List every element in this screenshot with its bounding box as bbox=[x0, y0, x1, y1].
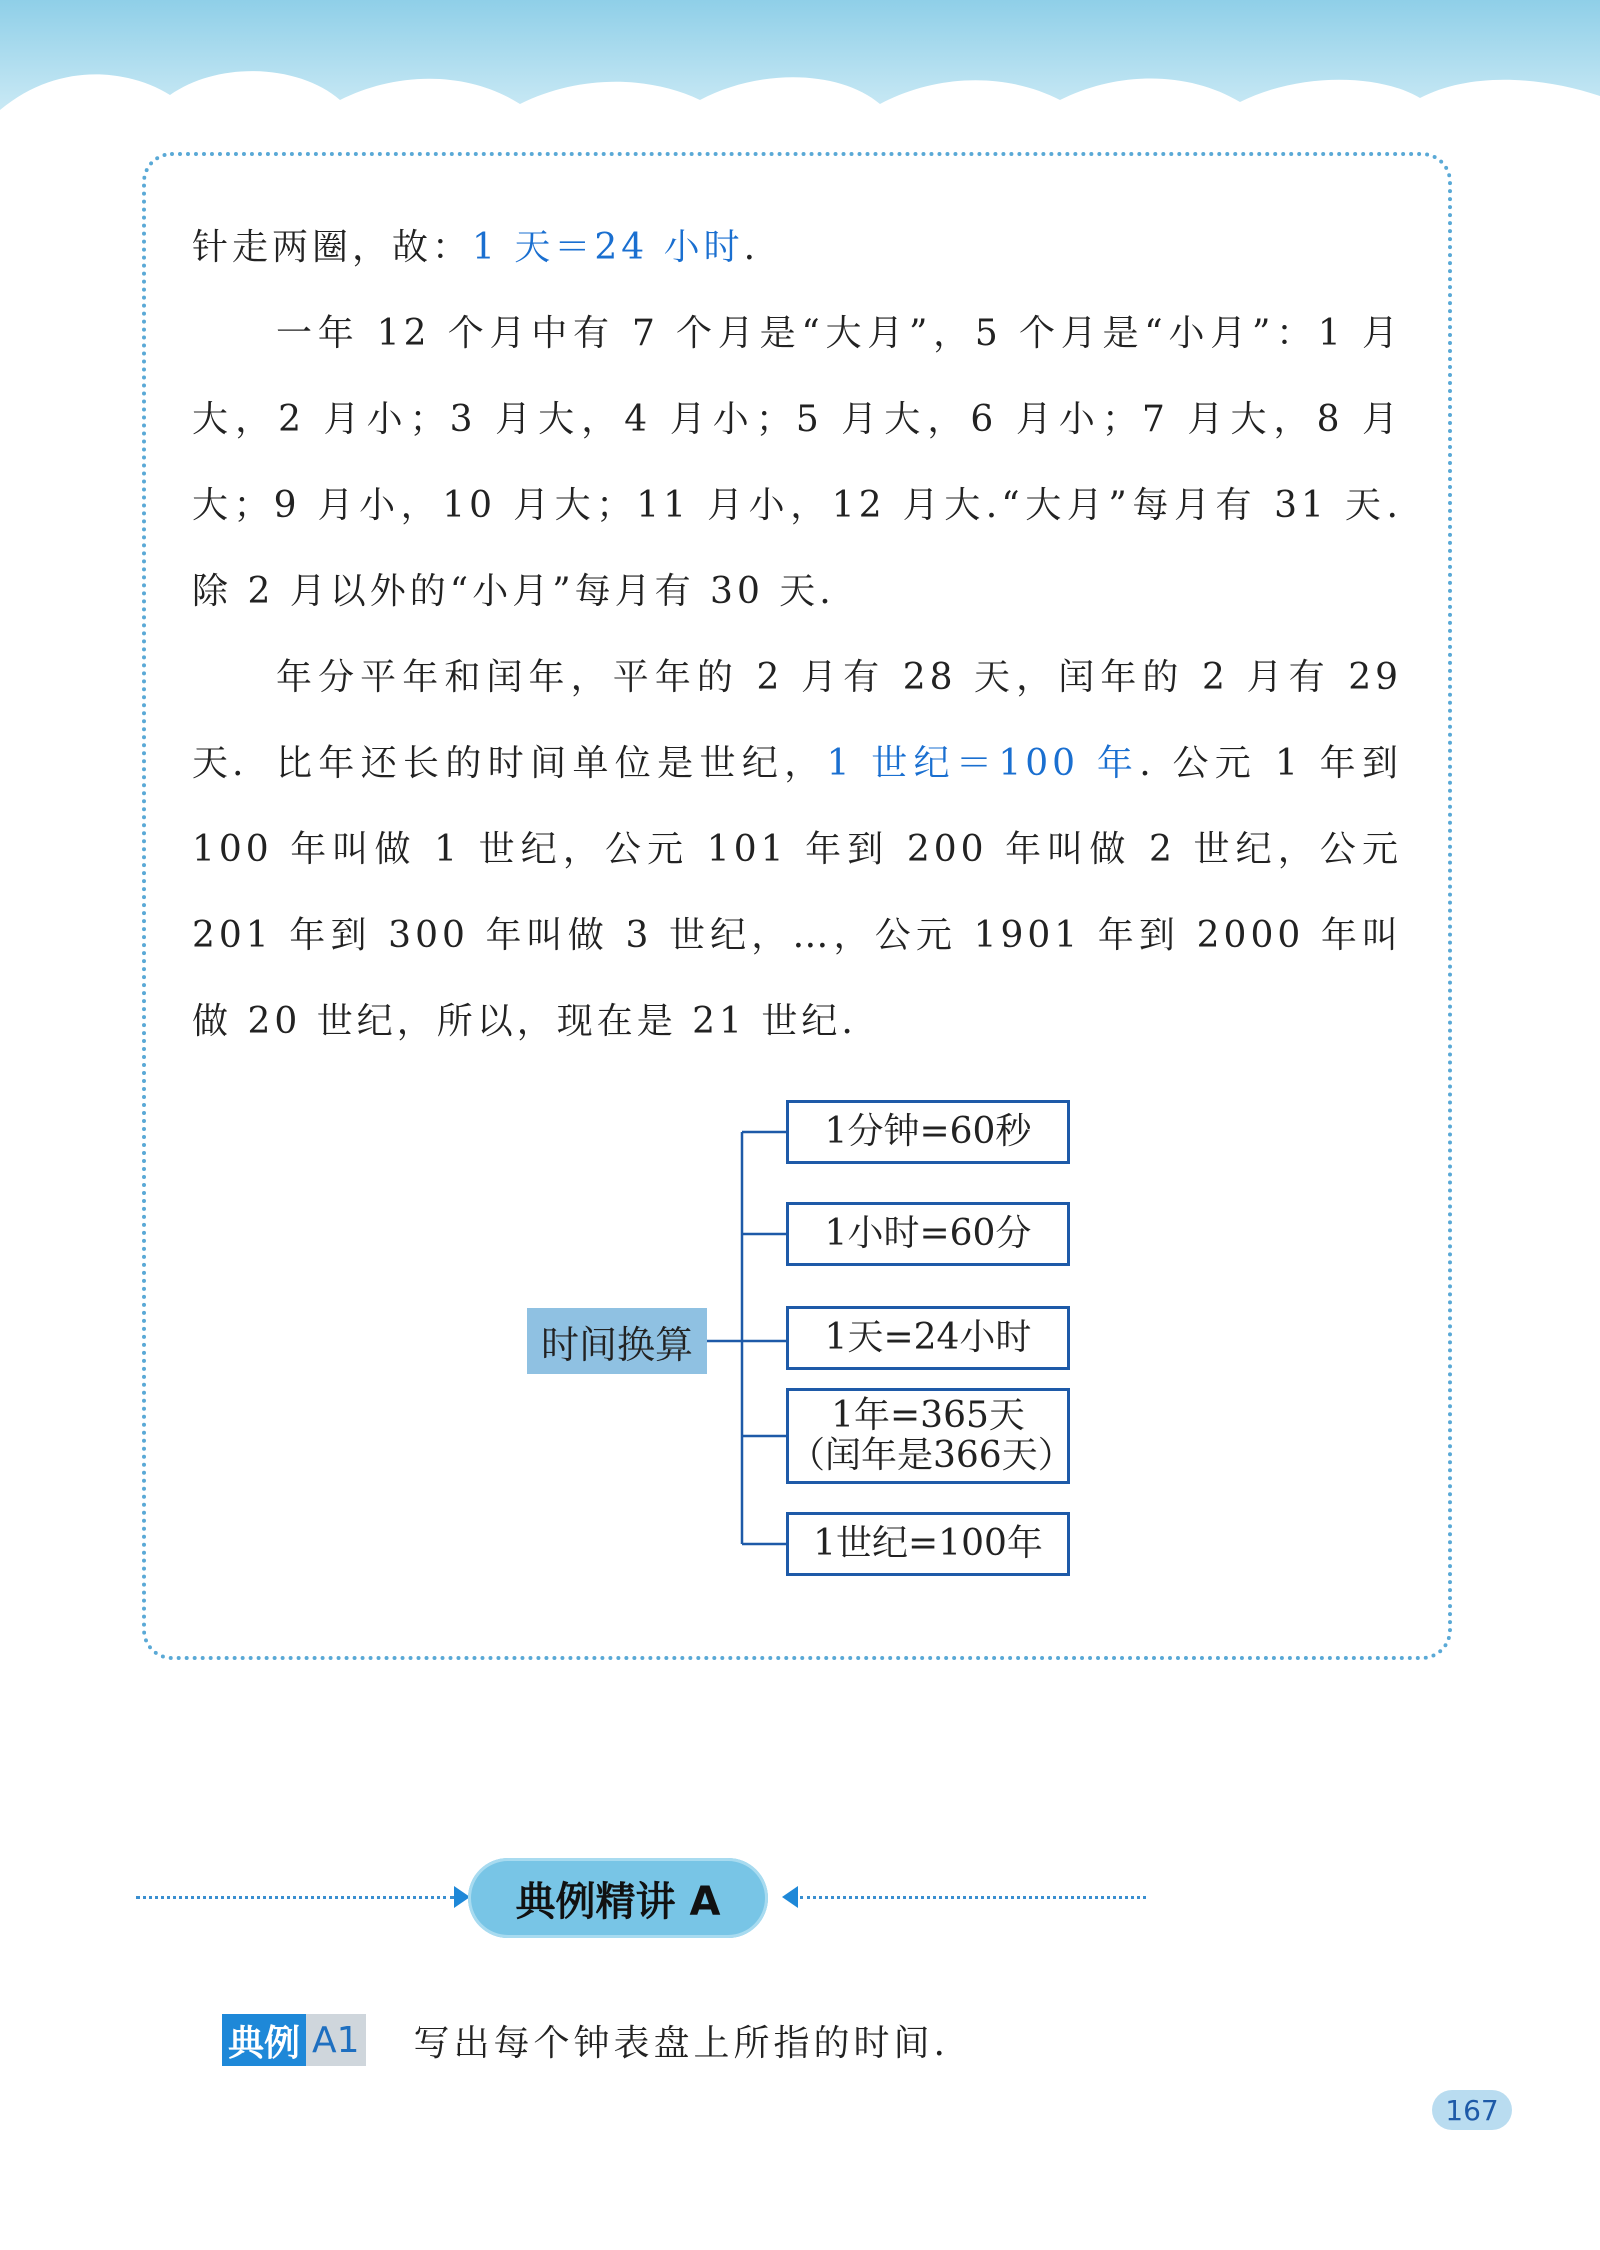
paragraph-4-text: 比年还长的时间单位是世纪， bbox=[276, 743, 827, 784]
paragraph-1-text: 针走两圈，故： bbox=[192, 227, 473, 268]
diagram-item-century bbox=[786, 1512, 1070, 1576]
section-title: 典例精讲 A bbox=[468, 1858, 768, 1938]
diagram-item-minute bbox=[786, 1100, 1070, 1164]
century-years-highlight: 1 世纪＝100 年 bbox=[826, 743, 1140, 784]
diagram-item-leap-year-note: （闰年是366天） bbox=[789, 1435, 1074, 1476]
diagram-item-year-text: 1年=365天 bbox=[831, 1395, 1025, 1436]
example-tag-label: 典例 bbox=[222, 2014, 306, 2066]
banner-left-arrow-icon bbox=[782, 1886, 798, 1908]
example-a1 bbox=[222, 2012, 949, 2068]
example-question-text: 写出每个钟表盘上所指的时间. bbox=[413, 2022, 949, 2064]
diagram-item-hour bbox=[786, 1202, 1070, 1266]
day-hours-highlight: 1 天＝24 小时 bbox=[472, 227, 744, 268]
example-tag-number: A1 bbox=[306, 2014, 366, 2066]
paragraph-1-end: . bbox=[743, 227, 760, 268]
diagram-item-hour-text: 1小时=60分 bbox=[824, 1213, 1032, 1254]
paragraph-2: 一年 12 个月中有 7 个月是“大月”，5 个月是“小月”：1 月大，2 月小；3 月大，4 月小；5 月大，6 月小；7 月大，8 月大；9 月小，10 月大；11 月小，12 月大.“大月”每月有 31 天. 除 2 月以外的“小月”每月有 30 天. bbox=[192, 313, 1402, 612]
diagram-item-year bbox=[786, 1388, 1074, 1484]
example-tag bbox=[222, 2014, 366, 2066]
diagram-item-day-text: 1天=24小时 bbox=[824, 1317, 1032, 1358]
banner-right-dotted-line bbox=[800, 1896, 1146, 1899]
banner-left-dotted-line bbox=[136, 1896, 454, 1899]
diagram-item-minute-text: 1分钟=60秒 bbox=[824, 1111, 1032, 1152]
paragraph-4-rest: . 公元 1 年到 100 年叫做 1 世纪，公元 101 年到 200 年叫做 2 世纪，公元 201 年到 300 年叫做 3 世纪，…，公元 1901 年到 2000 年叫做 20 世纪，所以，现在是 21 世纪. bbox=[192, 743, 1402, 1042]
page-number: 167 bbox=[1432, 2090, 1512, 2130]
paragraph-3: 年分平年和闰年，平年的 2 月有 28 天，闰年的 2 月有 29 天. bbox=[192, 657, 1402, 784]
diagram-root-time-conversion: 时间换算 bbox=[527, 1308, 707, 1374]
diagram-item-day bbox=[786, 1306, 1070, 1370]
diagram-item-century-text: 1世纪=100年 bbox=[813, 1523, 1043, 1564]
section-banner bbox=[136, 1858, 1146, 1938]
